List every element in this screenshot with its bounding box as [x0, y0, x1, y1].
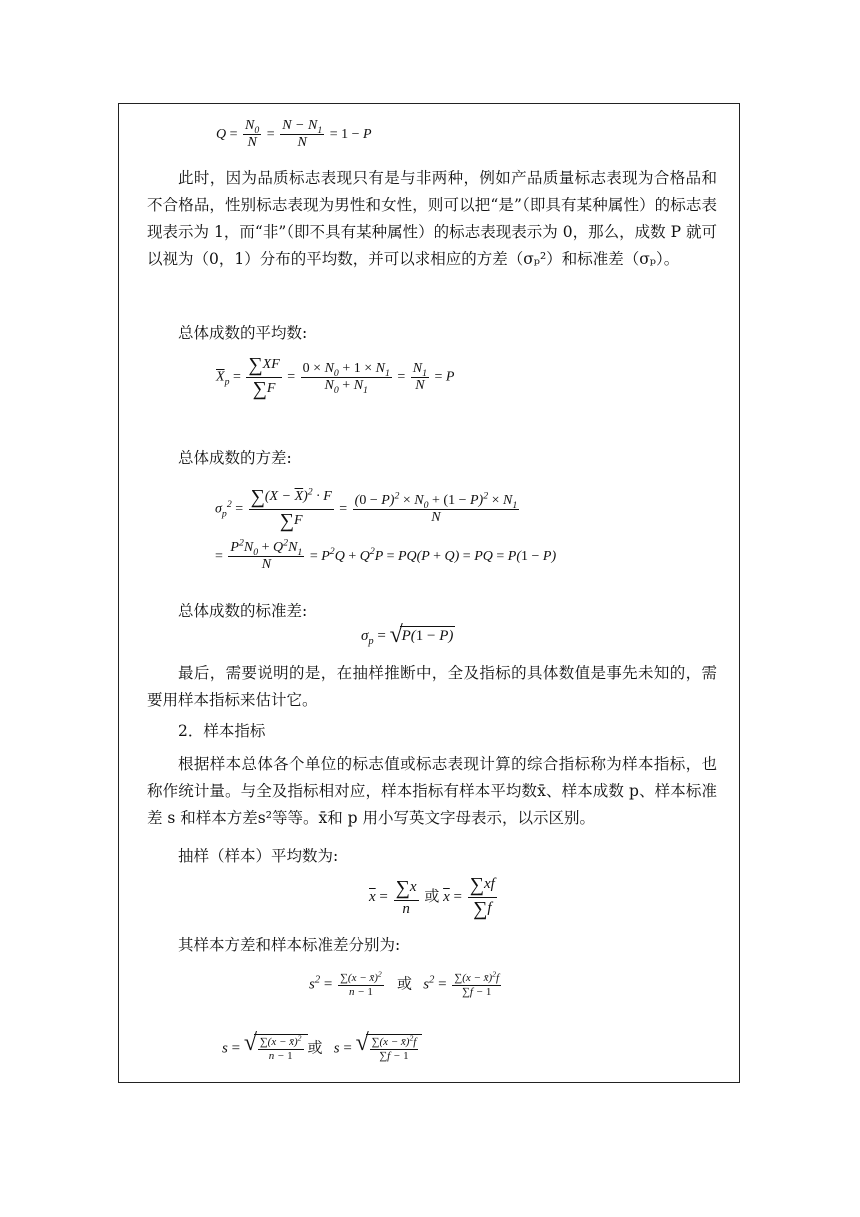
- formula-population-mean: $\overline{X}_p$ = $\frac{\sum XF}{\sum F}$ = $\frac{0 \times N_0 + 1 \times N_1}{N_0 + N_1}$ = $\frac{N_1}{N}$ = P: [216, 354, 455, 400]
- heading-sample-variance: 其样本方差和样本标准差分别为:: [178, 936, 401, 954]
- formula-population-variance-2: = $\frac{P^2N_0 + Q^2N_1}{N}$ = $P^2Q + Q^2P = PQ(P + Q)$ = PQ = P(1 − P): [215, 537, 557, 573]
- formula-q: Q = $\frac{N_0}{N}$ = $\frac{N - N_1}{N}$ = 1 − P: [216, 118, 372, 151]
- heading-population-mean: 总体成数的平均数:: [178, 324, 308, 342]
- paragraph-sample-indicators: 根据样本总体各个单位的标志值或标志表现计算的综合指标称为样本指标，也称作统计量。与全及指标相对应，样本指标有样本平均数x̄、样本成数 p、样本标准差 s 和样本方差s²等等。x̄和 p 用小写英文字母表示，以示区别。: [147, 755, 717, 827]
- formula-population-std: $\sigma_p$ = √ P(1 − P): [361, 622, 454, 648]
- heading-population-variance: 总体成数的方差:: [178, 449, 292, 467]
- formula-sample-mean: $\overline{x}$ = $\frac{\sum x}{n}$ 或 $\overline{x}$ = $\frac{\sum xf}{\sum f}$: [369, 874, 495, 920]
- document-frame: [118, 103, 740, 1083]
- section-heading-sample-indicators: 2．样本指标: [178, 722, 266, 740]
- heading-population-std: 总体成数的标准差:: [178, 602, 308, 620]
- formula-population-variance-1: $\sigma_p^2$ = $\frac{\sum(X - \overline{X})^2 \cdot F}{\sum F}$ = $\frac{(0 - P)^2 \times N_0 + (1 - P)^2 \times N_1}{N}$: [215, 486, 518, 532]
- formula-sample-variance: $s^2$ = $\frac{\sum(x - x̄)^2}{n - 1}$ 或 $s^2$ = $\frac{\sum(x - x̄)^2f}{\sum f - 1}$: [309, 969, 500, 998]
- formula-sample-std: s = √ $\frac{\sum(x - x̄)^2}{n - 1}$ 或 s = √ $\frac{\sum(x - x̄)^2f}{\sum f - 1}$: [222, 1034, 422, 1062]
- paragraph-binary: 此时，因为品质标志表现只有是与非两种，例如产品质量标志表现为合格品和不合格品，性别标志表现为男性和女性，则可以把“是”（即具有某种属性）的标志表现表示为 1，而“非”（即不具有某种属性）的标志表现表示为 0，那么，成数 P 就可以视为（0，1）分布的平均数，并可以求相应的方差（σₚ²）和标准差（σₚ）。: [147, 169, 717, 268]
- heading-sample-mean: 抽样（样本）平均数为:: [178, 847, 339, 865]
- paragraph-conclusion: 最后，需要说明的是，在抽样推断中，全及指标的具体数值是事先未知的，需要用样本指标来估计它。: [147, 664, 717, 709]
